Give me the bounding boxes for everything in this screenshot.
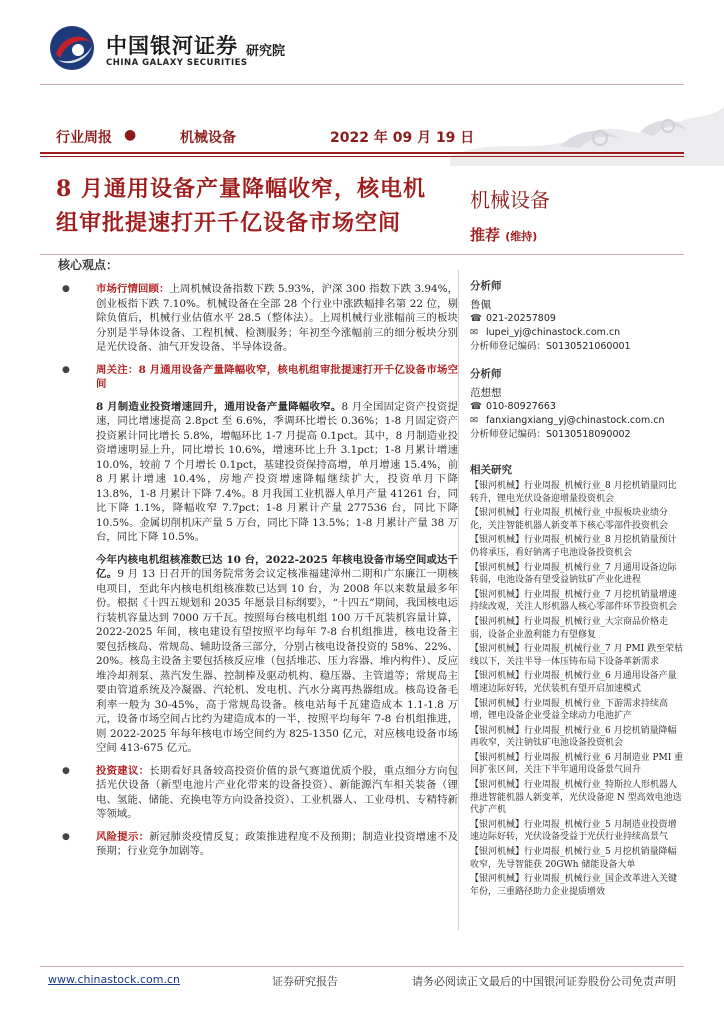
- analyst-heading: 分析师: [470, 280, 502, 292]
- logo-text-cn: 中国银河证券: [106, 34, 238, 58]
- email-icon: ✉: [470, 415, 478, 426]
- rating-label: 推荐: [470, 226, 501, 244]
- report-title: [56, 172, 456, 240]
- core-views-heading: 核心观点：: [58, 258, 119, 272]
- header-red-rule-thin: [40, 156, 684, 157]
- bullet-market-review: [62, 282, 458, 355]
- related-item[interactable]: 【银河机械】行业周报_机械行业_7 月挖机销量增速持续改观，关注人形机器人核心零部件环节投资机会: [470, 589, 678, 613]
- analyst-phone: 010-80927663: [486, 401, 556, 412]
- report-title-line1: 8 月通用设备产量降幅收窄，核电机: [56, 176, 426, 202]
- email-icon: ✉: [470, 327, 478, 338]
- analyst-email[interactable]: lupei_yj@chinastock.com.cn: [486, 327, 621, 338]
- rating: [470, 224, 537, 245]
- related-item[interactable]: 【银河机械】行业周报_机械行业_国企改革进入关键年份，三重路径助力企业提质增效: [470, 874, 678, 897]
- report-type-dot-icon: ●: [124, 127, 137, 143]
- institute-label: 研究院: [246, 44, 286, 59]
- bullet-investment-advice: [62, 764, 458, 822]
- related-item[interactable]: 【银河机械】行业周报_机械行业_特斯拉人形机器人推进智能机器人新变革，光伏设备迎 N 型高效电池迭代扩产机: [470, 780, 682, 816]
- related-item[interactable]: 【银河机械】行业周报_机械行业_8 月挖机销量同比转升，锂电光伏设备迎增量投资机会: [470, 481, 677, 504]
- related-item[interactable]: 【银河机械】行业周报_机械行业_6 月制造业 PMI 重回扩张区间，关注下半年通用设备景气回升: [470, 752, 684, 776]
- phone-icon: ☎: [470, 313, 482, 324]
- bullet-risk: [62, 830, 458, 859]
- bullet-market-review-head: 市场行情回顾：: [96, 283, 170, 295]
- analyst-card-1: [470, 278, 686, 354]
- logo-text-en: CHINA GALAXY SECURITIES: [106, 58, 248, 68]
- analyst-email[interactable]: fanxiangxiang_yj@chinastock.com.cn: [486, 415, 665, 426]
- related-item[interactable]: 【银河机械】行业周报_机械行业_7 月通用设备边际转弱，电池设备有望受益钠钛矿产业化进程: [470, 562, 677, 586]
- bullet-risk-head: 风险提示：: [96, 830, 150, 843]
- rating-note: (维持): [505, 230, 538, 243]
- sidebar-sector: 机械设备: [470, 188, 550, 212]
- bullet-investment-advice-text: 长期看好具备较高投资价值的景气赛道优质个股，重点细分方向包括光伏设备（新型电池片产业化带来的设备投资）、新能源汽车相关装备（锂电、氢能、储能、充换电等方向设备投资）、工业机器人、工业母机、专精特新等领域。: [96, 764, 459, 820]
- analyst-phone: 021-20257809: [486, 313, 556, 324]
- related-item[interactable]: 【银河机械】行业周报_机械行业_6 月通用设备产量增速边际好转，光伏装机有望开启加速模式: [470, 671, 677, 694]
- bullet-risk-text: 新冠肺炎疫情反复；政策推进程度不及预期；制造业投资增速不及预期；行业竞争加剧等。: [96, 830, 459, 857]
- related-research-list: [470, 480, 684, 900]
- bullet-investment-advice-head: 投资建议：: [96, 764, 150, 777]
- related-item[interactable]: 【银河机械】行业周报_机械行业_6 月挖机销量降幅再收窄，关注钠钛矿电池设备投资机会: [470, 725, 677, 749]
- related-item[interactable]: 【银河机械】行业周报_机械行业_8 月挖机销量预计仍将承压，看好钠离子电池设备投资机会: [470, 535, 677, 558]
- related-research-heading: 相关研究: [470, 464, 512, 476]
- report-type: 行业周报: [56, 130, 112, 146]
- bullet-weekly-focus-head: 周关注：8 月通用设备产量降幅收窄，核电机组审批提速打开千亿设备市场空间: [96, 363, 458, 390]
- analyst-card-2: [470, 366, 686, 442]
- footer-divider: [40, 966, 684, 967]
- header-red-rule: [40, 152, 684, 154]
- column-divider: [458, 270, 459, 930]
- analyst-reg: 分析师登记编码：S0130518090002: [470, 429, 631, 440]
- report-title-line2: 组审批提速打开千亿设备市场空间: [56, 210, 402, 236]
- footer-report-label: 证券研究报告: [272, 975, 338, 988]
- phone-icon: ☎: [470, 401, 482, 412]
- paragraph-manufacturing-text: 8 月全国固定资产投资提速，同比增速提高 2.8pct 至 6.6%，季调环比增长 0.36%；1-8 月固定资产投资累计同比增长 5.8%，增幅环比 1-7 月提高 0.1pct。其中，8 月制造业投资增速明显上升，同比增长 10.6%，增速环比上升 3.1pct；1-8 月累计增速 10.0%，较前 7 个月增长 0.1pct，基建投资保持高增，单月增速 15.4%，前 8 月累计增速 10.4%，房地产投资增速降幅继续扩大，投资单月下降 13.8%，1-8 月累计下降 7.4%。8 月我国工业机器人单月产量 41261 台，同比下降 1.1%，降幅收窄 7.7pct；1-8 月累计产量 277536 台，同比下降 10.5%。金属切削机床产量 5 万台，同比下降 13.5%；1-8 月累计产量 38 万台，同比下降 10.5%。: [96, 400, 458, 543]
- title-divider: [40, 254, 684, 255]
- related-item[interactable]: 【银河机械】行业周报_机械行业_下游需求持续高增，锂电设备企业受益全球动力电池扩产: [470, 698, 669, 722]
- footer-disclaimer: 请务必阅读正文最后的中国银河证券股份公司免责声明: [412, 975, 676, 988]
- bullet-weekly-focus: [62, 363, 458, 392]
- related-item[interactable]: 【银河机械】行业周报_机械行业_5 月制造业投资增速边际好转，光伏设备受益于光伏行业持续高景气: [470, 819, 677, 843]
- analyst-reg: 分析师登记编码：S0130521060001: [470, 341, 631, 352]
- header-divider: [40, 84, 684, 85]
- main-content: [62, 282, 458, 867]
- bullet-market-review-text: 上周机械设备指数下跌 5.93%，沪深 300 指数下跌 3.94%，创业板指下跌 7.10%。机械设备在全部 28 个行业中涨跌幅排名第 22 位，剔除负值后，机械行业估值水平 28.5（整体法）。上周机械行业涨幅前三的板块分别是半导体设备、工程机械、检测服务；年初至今涨幅前三的细分板块分别是光伏设备、油气开发设备、半导体设备。: [96, 283, 459, 353]
- report-date: 2022 年 09 月 19 日: [330, 130, 475, 146]
- footer-website-link[interactable]: www.chinastock.com.cn: [48, 973, 180, 986]
- analyst-name: 鲁佩: [470, 299, 491, 311]
- analyst-name: 范想想: [470, 387, 502, 399]
- paragraph-nuclear: [62, 553, 458, 756]
- paragraph-nuclear-text: 9 月 13 日召开的国务院常务会议定核准福建漳州二期和广东廉江一期核电项目，至此年内核电机组核准数已达到 10 台，为 2008 年以来数量最多年份。根据《十四五规划和 2035 年愿景目标纲要》，“十四五”期间，我国核电运行装机容量达到 7000 万千瓦。按照每台核电机组 100 万千瓦装机容量计算，2022-2025 年间，核电建设有望按照平均每年 7-8 台机组推进，核电设备主要包括核岛、常规岛、辅助设备三部分，分别占核电设备投资的 58%、22%、20%。核岛主设备主要包括核反应堆（包括堆芯、压力容器、堆内构件）、反应堆冷却剂泵、蒸汽发生器、控制棒及驱动机构、稳压器、主管道等；常规岛主要由管道系统及冷凝器、汽轮机、发电机、汽水分离再热器组成。核岛设备毛利率一般为 30-45%，高于常规岛设备。核电站每千瓦建造成本 1.1-1.8 万元，设备市场空间占比约为建造成本的一半，按照平均每年 7-8 台机组推进，则 2022-2025 年每年核电市场空间约为 825-1350 亿元，对应核电设备市场空间 413-675 亿元。: [96, 568, 458, 754]
- galaxy-logo-icon: [48, 24, 96, 72]
- related-item[interactable]: 【银河机械】行业周报_机械行业_5 月挖机销量降幅收窄，先导智能获 20GWh 储能设备大单: [470, 847, 677, 870]
- paragraph-manufacturing: [62, 400, 458, 545]
- paragraph-manufacturing-head: 8 月制造业投资增速回升，通用设备产量降幅收窄。: [96, 400, 342, 413]
- analyst-heading: 分析师: [470, 368, 502, 380]
- related-item[interactable]: 【银河机械】行业周报_机械行业_中报板块业绩分化，关注智能机器人新变革下核心零部件投资机会: [470, 508, 669, 531]
- paragraph-nuclear-head: 今年内核电机组核准数已达 10 台，2022-2025 年核电设备市场空间或达千亿。: [96, 553, 458, 580]
- related-item[interactable]: 【银河机械】行业周报_机械行业_7 月 PMI 跌至荣枯线以下，关注半导一体压铸布局下设备革新需求: [470, 644, 684, 667]
- related-item[interactable]: 【银河机械】行业周报_机械行业_大宗商品价格走弱，设备企业盈利能力有望修复: [470, 616, 669, 640]
- header-sector: 机械设备: [180, 130, 236, 146]
